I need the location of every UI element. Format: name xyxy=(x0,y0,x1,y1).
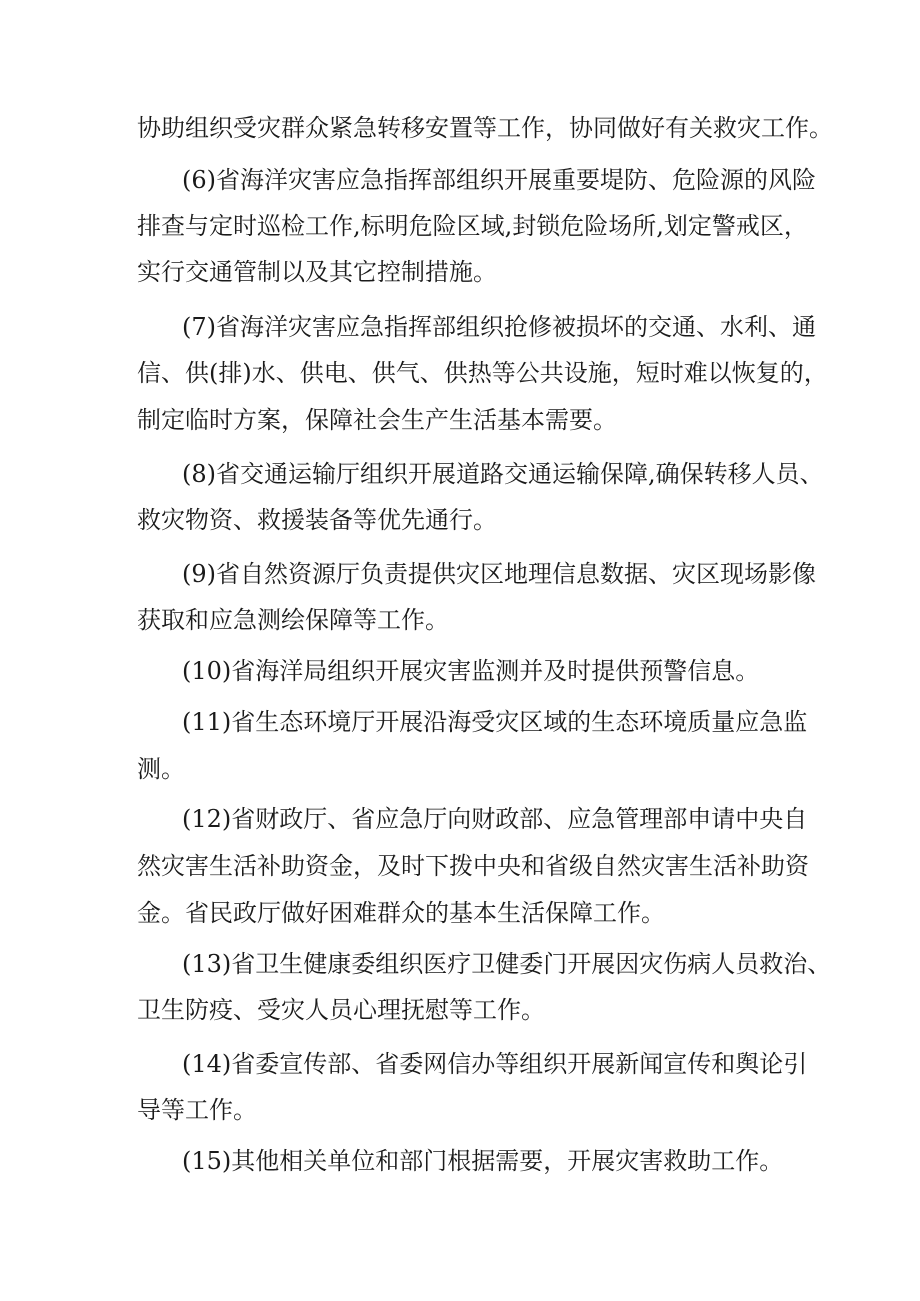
item-6-line: (6)省海洋灾害应急指挥部组织开展重要堤防、危险源的风险 xyxy=(182,166,816,194)
item-7-line: (7)省海洋灾害应急指挥部组织抢修被损坏的交通、水利、通 xyxy=(182,313,816,341)
item-14-line: (14)省委宣传部、省委网信办等组织开展新闻宣传和舆论引 xyxy=(182,1050,808,1078)
text-line: 救灾物资、救援装备等优先通行。 xyxy=(137,506,497,534)
text-line: 实行交通管制以及其它控制措施。 xyxy=(137,258,497,286)
text-line: 协助组织受灾群众紧急转移安置等工作，协同做好有关救灾工作。 xyxy=(137,114,833,142)
text-line: 导等工作。 xyxy=(137,1096,257,1124)
item-9-line: (9)省自然资源厅负责提供灾区地理信息数据、灾区现场影像 xyxy=(182,560,816,588)
item-11-line: (11)省生态环境厅开展沿海受灾区域的生态环境质量应急监 xyxy=(182,708,808,736)
text-line: 金。省民政厅做好困难群众的基本生活保障工作。 xyxy=(137,899,665,927)
text-line: 获取和应急测绘保障等工作。 xyxy=(137,606,449,634)
item-12-line: (12)省财政厅、省应急厅向财政部、应急管理部申请中央自 xyxy=(182,805,808,833)
text-line: 制定临时方案，保障社会生产生活基本需要。 xyxy=(137,406,617,434)
text-line: 然灾害生活补助资金，及时下拨中央和省级自然灾害生活补助资 xyxy=(137,852,809,880)
item-15-line: (15)其他相关单位和部门根据需要，开展灾害救助工作。 xyxy=(182,1147,784,1175)
item-13-line: (13)省卫生健康委组织医疗卫健委门开展因灾伤病人员救治、 xyxy=(182,950,832,978)
item-8-line: (8)省交通运输厅组织开展道路交通运输保障,确保转移人员、 xyxy=(182,460,824,488)
text-line: 信、供(排)水、供电、供气、供热等公共设施，短时难以恢复的， xyxy=(137,359,828,387)
text-line: 测。 xyxy=(137,755,185,783)
item-10-line: (10)省海洋局组织开展灾害监测并及时提供预警信息。 xyxy=(182,657,760,685)
text-line: 卫生防疫、受灾人员心理抚慰等工作。 xyxy=(137,996,545,1024)
text-line: 排查与定时巡检工作,标明危险区域,封锁危险场所,划定警戒区， xyxy=(137,212,808,240)
